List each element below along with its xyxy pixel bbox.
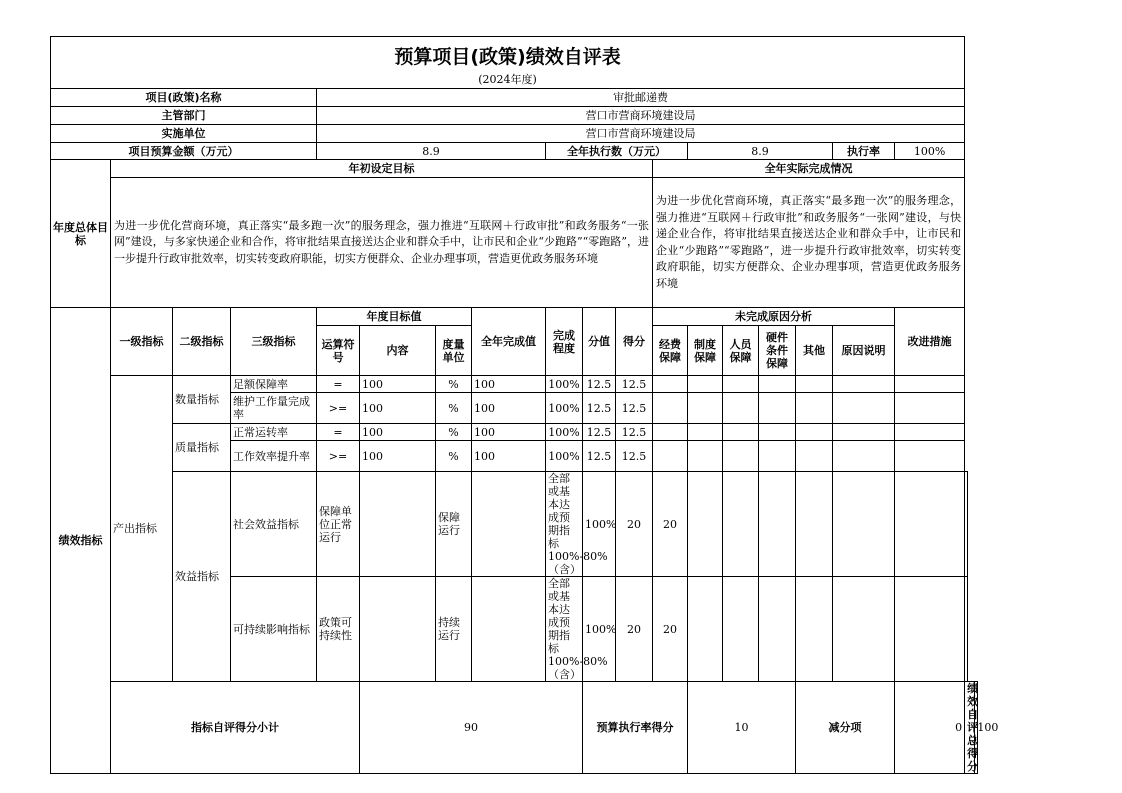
empty-cell xyxy=(759,577,796,682)
empty-cell xyxy=(833,376,895,393)
score-cell: 12.5 xyxy=(616,376,653,393)
header-reason-fund: 经费保障 xyxy=(653,326,688,376)
actual-goal-text: 为进一步优化营商环境，真正落实“最多跑一次”的服务理念，强力推进“互联网＋行政审批”和政务服务“一张网”建设，与快递企业合作，将审批结果直接送达企业和群众手中，让市民和企业“少跑路”“零跑路”，进一步提升行政审批效率，切实转变政府职能，切实方便群众、企业办理事项，营造更优政务服务环境 xyxy=(653,178,965,308)
subtotal-value: 90 xyxy=(360,682,583,774)
empty-cell xyxy=(759,424,796,441)
empty-cell xyxy=(895,424,965,441)
empty-cell xyxy=(796,376,833,393)
score-cell: 12.5 xyxy=(616,424,653,441)
planned-goal-header: 年初设定目标 xyxy=(111,160,653,178)
empty-cell xyxy=(723,393,759,424)
content-cell: 100 xyxy=(360,376,436,393)
completion-cell: 100% xyxy=(546,424,583,441)
empty-cell xyxy=(653,393,688,424)
score-cell: 20 xyxy=(653,577,688,682)
empty-cell xyxy=(833,577,895,682)
header-unit: 度量单位 xyxy=(436,326,472,376)
empty-cell xyxy=(759,393,796,424)
subtitle-cell xyxy=(51,72,965,89)
header-level3: 三级指标 xyxy=(231,308,317,376)
header-score-value: 分值 xyxy=(583,308,616,376)
table-row xyxy=(51,424,978,441)
operator-cell: = xyxy=(317,376,360,393)
score-cell: 12.5 xyxy=(616,441,653,472)
content-cell: 持续运行 xyxy=(436,577,472,682)
header-content: 内容 xyxy=(360,326,436,376)
header-reason-desc: 原因说明 xyxy=(833,326,895,376)
header-level2: 二级指标 xyxy=(173,308,231,376)
content-cell: 100 xyxy=(360,424,436,441)
empty-cell xyxy=(759,441,796,472)
operator-cell: >= xyxy=(317,441,360,472)
impl-value: 营口市营商环境建设局 xyxy=(317,125,965,143)
table-row xyxy=(51,472,978,577)
completion-cell: 100% xyxy=(546,376,583,393)
completion-cell: 100% xyxy=(583,577,616,682)
deduct-label: 减分项 xyxy=(796,682,895,774)
empty-cell xyxy=(895,441,965,472)
benefit-label: 效益指标 xyxy=(173,472,231,682)
level3-cell: 工作效率提升率 xyxy=(231,441,317,472)
score-cell: 20 xyxy=(653,472,688,577)
header-level1: 一级指标 xyxy=(111,308,173,376)
content-cell: 保障运行 xyxy=(436,472,472,577)
score-cell: 12.5 xyxy=(616,393,653,424)
empty-cell xyxy=(796,393,833,424)
value-cell: 12.5 xyxy=(583,376,616,393)
actual-cell: 100 xyxy=(472,393,546,424)
empty-cell xyxy=(833,424,895,441)
empty-cell xyxy=(688,577,723,682)
level3-cell: 保障单位正常运行 xyxy=(317,472,360,577)
perf-section-label: 绩效指标 xyxy=(51,308,111,774)
completion-cell: 100% xyxy=(583,472,616,577)
value-cell: 20 xyxy=(616,577,653,682)
empty-cell xyxy=(688,376,723,393)
header-annual-target: 年度目标值 xyxy=(317,308,472,326)
rate-value: 100% xyxy=(895,143,965,160)
page-title: 预算项目(政策)绩效自评表 xyxy=(394,45,621,68)
quantity-label: 数量指标 xyxy=(173,376,231,424)
empty-cell xyxy=(653,424,688,441)
empty-cell xyxy=(833,441,895,472)
empty-cell xyxy=(723,441,759,472)
unit-cell: % xyxy=(436,376,472,393)
sustain-label: 可持续影响指标 xyxy=(231,577,317,682)
evaluation-table xyxy=(50,36,999,774)
empty-cell xyxy=(796,441,833,472)
project-name-value: 审批邮递费 xyxy=(317,89,965,107)
completion-cell: 100% xyxy=(546,441,583,472)
header-score: 得分 xyxy=(616,308,653,376)
empty-cell xyxy=(895,472,965,577)
actual-cell: 100 xyxy=(472,376,546,393)
value-cell: 12.5 xyxy=(583,441,616,472)
output-label: 产出指标 xyxy=(111,376,173,682)
actual-cell: 全部或基本达成预期指标100%-80%（含） xyxy=(546,472,583,577)
empty-cell xyxy=(895,577,965,682)
header-reason-hardware: 硬件条件保障 xyxy=(759,326,796,376)
exec-score-value: 10 xyxy=(688,682,796,774)
empty-cell xyxy=(723,376,759,393)
unit-cell xyxy=(472,577,546,682)
operator-cell xyxy=(360,472,436,577)
evaluation-sheet xyxy=(50,36,999,774)
total-label: 绩效自评总得分 xyxy=(965,682,975,774)
empty-cell xyxy=(723,577,759,682)
empty-cell xyxy=(833,472,895,577)
dept-value: 营口市营商环境建设局 xyxy=(317,107,965,125)
level3-cell: 维护工作量完成率 xyxy=(231,393,317,424)
operator-cell: = xyxy=(317,424,360,441)
empty-cell xyxy=(796,577,833,682)
actual-cell: 全部或基本达成预期指标100%-80%（含） xyxy=(546,577,583,682)
value-cell: 12.5 xyxy=(583,424,616,441)
table-row xyxy=(51,376,978,393)
level3-cell: 政策可持续性 xyxy=(317,577,360,682)
empty-cell xyxy=(895,393,965,424)
empty-cell xyxy=(965,577,968,682)
impl-label: 实施单位 xyxy=(51,125,317,143)
header-improve: 改进措施 xyxy=(895,308,965,376)
exec-value: 8.9 xyxy=(688,143,833,160)
exec-score-label: 预算执行率得分 xyxy=(583,682,688,774)
content-cell: 100 xyxy=(360,441,436,472)
unit-cell: % xyxy=(436,424,472,441)
empty-cell xyxy=(759,376,796,393)
page-subtitle: (2024年度) xyxy=(478,73,537,87)
exec-label: 全年执行数（万元） xyxy=(546,143,688,160)
value-cell: 12.5 xyxy=(583,393,616,424)
empty-cell xyxy=(688,472,723,577)
header-reason-other: 其他 xyxy=(796,326,833,376)
empty-cell xyxy=(796,424,833,441)
operator-cell: >= xyxy=(317,393,360,424)
header-reason-system: 制度保障 xyxy=(688,326,723,376)
empty-cell xyxy=(688,424,723,441)
rate-label: 执行率 xyxy=(833,143,895,160)
budget-label: 项目预算金额（万元） xyxy=(51,143,317,160)
planned-goal-text: 为进一步优化营商环境，真正落实“最多跑一次”的服务理念，强力推进“互联网＋行政审批”和政务服务“一张网”建设，与多家快递企业和合作，将审批结果直接送达企业和群众手中，让市民和企业“少跑路”“零跑路”，进一步提升行政审批效率，切实转变政府职能，切实方便群众、企业办理事项，营造更优政务服务环境 xyxy=(111,178,653,308)
header-operator: 运算符号 xyxy=(317,326,360,376)
unit-cell xyxy=(472,472,546,577)
dept-label: 主管部门 xyxy=(51,107,317,125)
title-cell xyxy=(51,37,965,72)
actual-goal-header: 全年实际完成情况 xyxy=(653,160,965,178)
empty-cell xyxy=(653,441,688,472)
actual-cell: 100 xyxy=(472,424,546,441)
empty-cell xyxy=(723,472,759,577)
level3-cell: 正常运转率 xyxy=(231,424,317,441)
empty-cell xyxy=(653,376,688,393)
empty-cell xyxy=(895,376,965,393)
deduct-value: 0 xyxy=(895,682,965,774)
social-label: 社会效益指标 xyxy=(231,472,317,577)
empty-cell xyxy=(833,393,895,424)
subtotal-label: 指标自评得分小计 xyxy=(111,682,360,774)
annual-goal-label: 年度总体目标 xyxy=(51,160,111,308)
completion-cell: 100% xyxy=(546,393,583,424)
quality-label: 质量指标 xyxy=(173,424,231,472)
empty-cell xyxy=(965,472,968,577)
actual-cell: 100 xyxy=(472,441,546,472)
total-value: 100 xyxy=(975,682,978,774)
budget-value: 8.9 xyxy=(317,143,546,160)
header-reason-staff: 人员保障 xyxy=(723,326,759,376)
header-reasons: 未完成原因分析 xyxy=(653,308,895,326)
header-annual-actual: 全年完成值 xyxy=(472,308,546,376)
empty-cell xyxy=(796,472,833,577)
empty-cell xyxy=(688,441,723,472)
empty-cell xyxy=(723,424,759,441)
operator-cell xyxy=(360,577,436,682)
value-cell: 20 xyxy=(616,472,653,577)
level3-cell: 足额保障率 xyxy=(231,376,317,393)
header-completion: 完成程度 xyxy=(546,308,583,376)
unit-cell: % xyxy=(436,393,472,424)
unit-cell: % xyxy=(436,441,472,472)
empty-cell xyxy=(759,472,796,577)
project-name-label: 项目(政策)名称 xyxy=(51,89,317,107)
content-cell: 100 xyxy=(360,393,436,424)
empty-cell xyxy=(688,393,723,424)
